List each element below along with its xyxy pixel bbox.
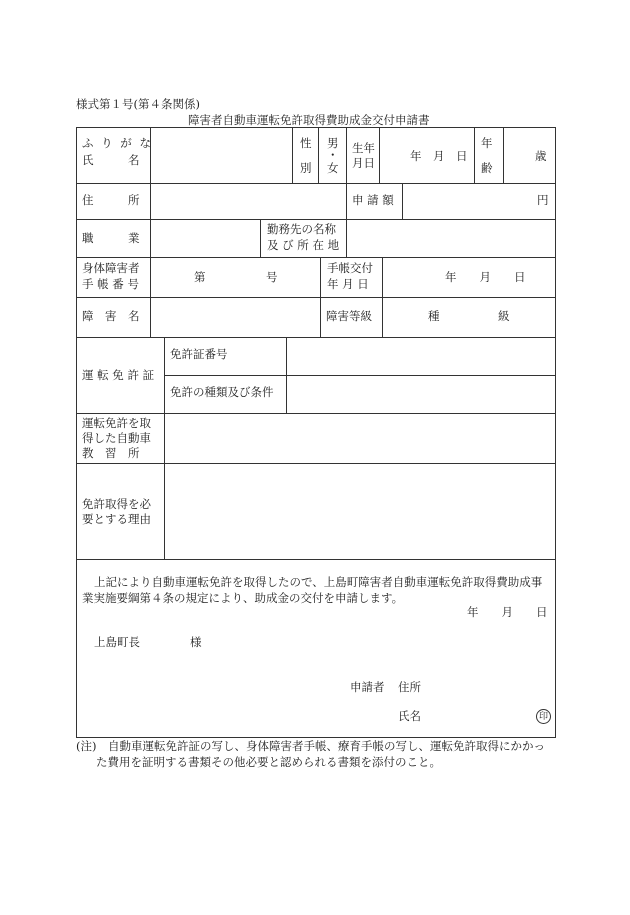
col-divider xyxy=(346,183,347,219)
applicant-name-label: 氏名 xyxy=(398,709,421,723)
row-divider xyxy=(76,183,556,184)
row-divider xyxy=(76,297,556,298)
col-divider xyxy=(164,337,165,413)
col-divider xyxy=(320,257,321,297)
issue-label-1: 手帳交付 xyxy=(327,261,373,275)
col-divider xyxy=(292,127,293,183)
school-label-3: 教 習 所 xyxy=(82,446,140,460)
declaration-line-2: 業実施要綱第４条の規定により、助成金の交付を申請します。 xyxy=(82,591,404,605)
age-unit: 歳 xyxy=(535,149,547,163)
school-label-2: 得した自動車 xyxy=(82,431,151,445)
form-number: 様式第１号(第４条関係) xyxy=(76,97,200,111)
note-line-2: た費用を証明する書類その他必要と認められる書類を添付のこと。 xyxy=(96,755,441,769)
row-divider xyxy=(76,257,556,258)
note-mark: (注) xyxy=(76,739,97,753)
handbook-number-prefix: 第 xyxy=(194,270,206,284)
row-divider xyxy=(76,219,556,220)
col-divider xyxy=(286,337,287,413)
applicant-label: 申請者 xyxy=(350,680,385,694)
issue-date: 年 月 日 xyxy=(445,270,526,284)
gender-label-1: 性 xyxy=(300,136,312,150)
kind-label: 種 xyxy=(428,309,440,323)
disability-label: 障 害 名 xyxy=(82,309,140,323)
col-divider xyxy=(150,183,151,219)
col-divider xyxy=(150,257,151,297)
addressee: 上島町長 xyxy=(94,635,140,649)
honorific: 様 xyxy=(190,635,202,649)
col-divider xyxy=(164,413,165,559)
school-label-1: 運転免許を取 xyxy=(82,416,151,430)
job-label: 職 業 xyxy=(82,231,140,245)
col-divider xyxy=(318,127,319,183)
row-divider xyxy=(76,413,556,414)
col-divider xyxy=(382,297,383,337)
license-number-label: 免許証番号 xyxy=(170,347,228,361)
col-divider xyxy=(402,183,403,219)
col-divider xyxy=(320,297,321,337)
col-divider xyxy=(260,219,261,257)
name-label: 氏 名 xyxy=(82,153,140,167)
col-divider xyxy=(503,127,504,183)
col-divider xyxy=(346,219,347,257)
col-divider xyxy=(346,127,347,183)
row-divider xyxy=(76,559,556,560)
amount-label: 申 請 額 xyxy=(352,193,394,207)
gender-dot: ・ xyxy=(327,148,339,162)
workplace-label-2: 及 び 所 在 地 xyxy=(267,238,340,252)
col-divider xyxy=(474,127,475,183)
issue-label-2: 年 月 日 xyxy=(327,277,369,291)
grade-label: 障害等級 xyxy=(326,309,372,323)
handbook-label-1: 身体障害者 xyxy=(82,261,140,275)
seal-mark: 印 xyxy=(536,709,551,724)
note-line-1: 自動車運転免許証の写し、身体障害者手帳、療育手帳の写し、運転免許取得にかかっ xyxy=(108,739,545,753)
workplace-label-1: 勤務先の名称 xyxy=(267,222,336,236)
row-divider xyxy=(164,375,556,376)
license-type-label: 免許の種類及び条件 xyxy=(170,385,274,399)
birth-label-1: 生年 xyxy=(352,141,375,155)
birth-label-2: 月日 xyxy=(352,156,375,170)
declaration-line-1: 上記により自動車運転免許を取得したので、上島町障害者自動車運転免許取得費助成事 xyxy=(94,575,543,589)
license-label: 運 転 免 許 証 xyxy=(82,368,155,382)
age-label-1: 年 xyxy=(481,136,493,150)
col-divider xyxy=(379,127,380,183)
reason-label-2: 要とする理由 xyxy=(82,512,151,526)
birth-date: 年 月 日 xyxy=(410,149,468,163)
col-divider xyxy=(382,257,383,297)
grade-unit: 級 xyxy=(498,309,510,323)
row-divider xyxy=(76,463,556,464)
reason-label-1: 免許取得を必 xyxy=(82,497,151,511)
gender-label-2: 別 xyxy=(300,161,312,175)
furigana-label: ふ り が な xyxy=(82,136,153,150)
row-divider xyxy=(76,337,556,338)
handbook-number-suffix: 号 xyxy=(266,270,278,284)
col-divider xyxy=(150,297,151,337)
form-title: 障害者自動車運転免許取得費助成金交付申請書 xyxy=(188,113,430,127)
gender-male: 男 xyxy=(327,136,339,150)
gender-female: 女 xyxy=(327,161,339,175)
declaration-date: 年 月 日 xyxy=(467,605,548,619)
address-label: 住 所 xyxy=(82,193,140,207)
age-label-2: 齢 xyxy=(481,161,493,175)
handbook-label-2: 手 帳 番 号 xyxy=(82,277,139,291)
applicant-address-label: 住所 xyxy=(398,680,421,694)
col-divider xyxy=(150,219,151,257)
amount-unit: 円 xyxy=(537,193,549,207)
